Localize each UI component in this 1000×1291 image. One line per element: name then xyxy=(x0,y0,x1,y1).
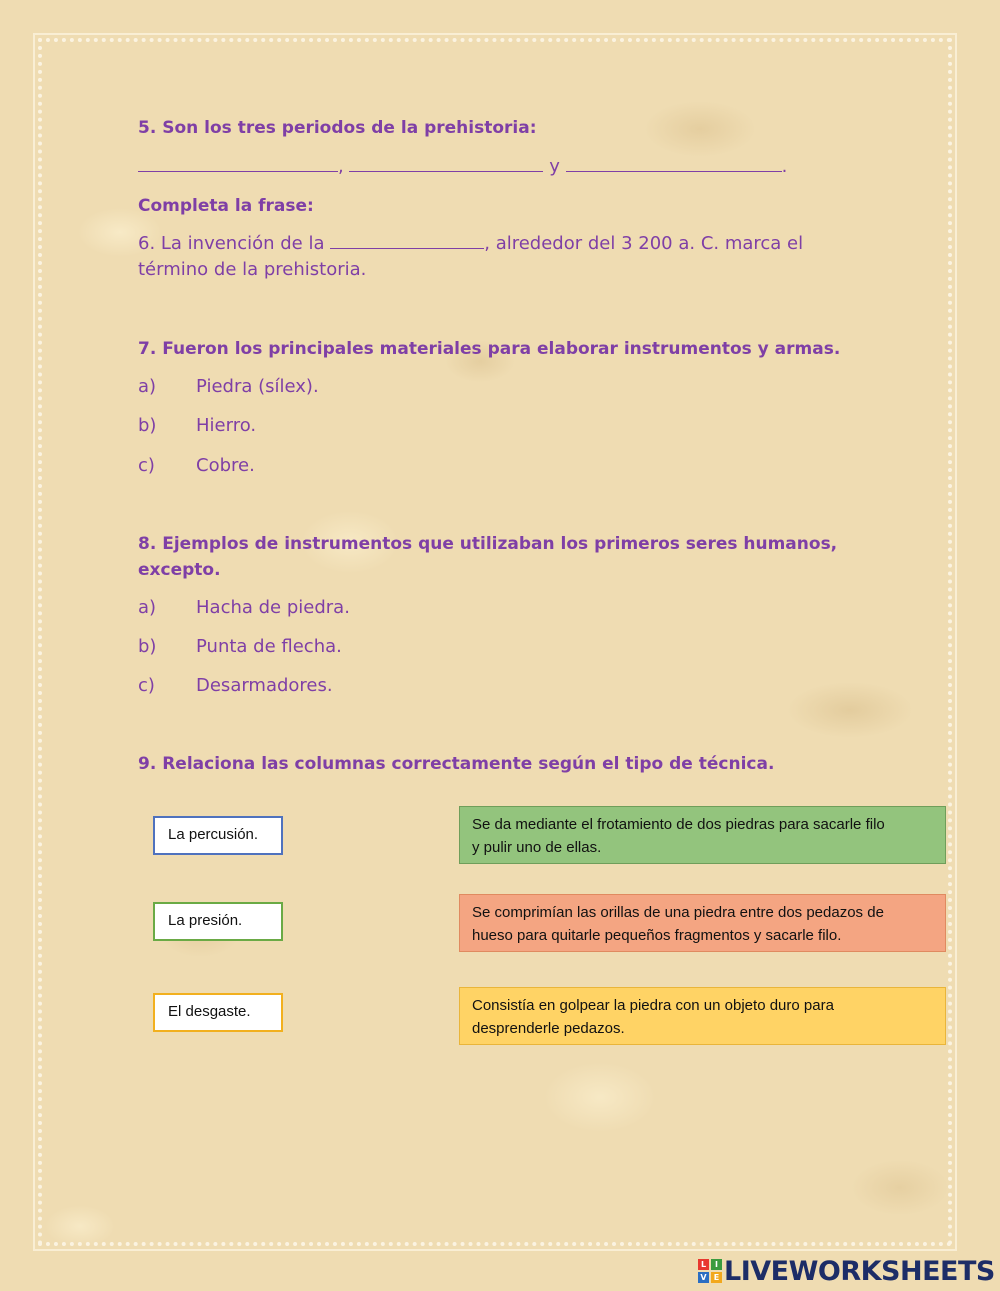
q5-blank-3[interactable] xyxy=(566,155,782,172)
q8-title-line-2: excepto. xyxy=(138,560,221,580)
q5-answer-line xyxy=(138,154,787,180)
definition-golpe-line-2: desprenderle pedazos. xyxy=(472,1020,625,1037)
q8-option-c-letter[interactable]: c) xyxy=(138,675,155,696)
q8-option-a-letter[interactable]: a) xyxy=(138,597,157,618)
logo-cubes-icon xyxy=(698,1259,722,1283)
q7-title: 7. Fueron los principales materiales para elaborar instrumentos y armas. xyxy=(138,339,841,359)
q8-option-a[interactable]: Hacha de piedra. xyxy=(196,597,350,618)
term-desgaste[interactable]: El desgaste. xyxy=(153,993,283,1032)
q6-prefix: 6. La invención de la xyxy=(138,233,325,254)
q7-option-b-letter[interactable]: b) xyxy=(138,415,157,436)
liveworksheets-logo[interactable] xyxy=(698,1254,995,1288)
complete-heading: Completa la frase: xyxy=(138,196,314,216)
logo-cube-v: V xyxy=(698,1272,709,1283)
definition-frotamiento-line-2: y pulir uno de ellas. xyxy=(472,839,602,856)
q7-option-c-letter[interactable]: c) xyxy=(138,455,155,476)
term-percusion[interactable]: La percusión. xyxy=(153,816,283,855)
q7-option-c[interactable]: Cobre. xyxy=(196,455,255,476)
definition-golpe-line-1: Consistía en golpear la piedra con un objeto duro para xyxy=(472,997,834,1014)
q6-line-2: término de la prehistoria. xyxy=(138,259,367,280)
q5-sep-1: , xyxy=(338,156,344,177)
logo-cube-i: I xyxy=(711,1259,722,1270)
q5-end: . xyxy=(781,156,788,177)
logo-cube-l: L xyxy=(698,1259,709,1270)
q8-option-b-letter[interactable]: b) xyxy=(138,636,157,657)
q5-blank-1[interactable] xyxy=(138,155,338,172)
definition-frotamiento[interactable] xyxy=(459,806,946,864)
page-border xyxy=(38,38,952,1246)
q6-line-1 xyxy=(138,231,803,257)
definition-frotamiento-line-1: Se da mediante el frotamiento de dos piedras para sacarle filo xyxy=(472,816,885,833)
q8-option-c[interactable]: Desarmadores. xyxy=(196,675,333,696)
q7-option-a-letter[interactable]: a) xyxy=(138,376,157,397)
definition-compresion-line-1: Se comprimían las orillas de una piedra entre dos pedazos de xyxy=(472,904,884,921)
q7-option-a[interactable]: Piedra (sílex). xyxy=(196,376,319,397)
q9-title: 9. Relaciona las columnas correctamente según el tipo de técnica. xyxy=(138,754,775,774)
logo-cube-e: E xyxy=(711,1272,722,1283)
term-presion[interactable]: La presión. xyxy=(153,902,283,941)
definition-golpe[interactable] xyxy=(459,987,946,1045)
logo-text: LIVEWORKSHEETS xyxy=(724,1255,995,1287)
definition-compresion-line-2: hueso para quitarle pequeños fragmentos y sacarle filo. xyxy=(472,927,842,944)
q8-option-b[interactable]: Punta de flecha. xyxy=(196,636,342,657)
q8-title-line-1: 8. Ejemplos de instrumentos que utilizaban los primeros seres humanos, xyxy=(138,534,838,554)
q5-blank-2[interactable] xyxy=(349,155,543,172)
q5-title: 5. Son los tres periodos de la prehistoria: xyxy=(138,118,537,138)
q7-option-b[interactable]: Hierro. xyxy=(196,415,257,436)
q5-sep-2: y xyxy=(549,156,560,177)
q6-suffix: , alrededor del 3 200 a. C. marca el xyxy=(484,233,804,254)
definition-compresion[interactable] xyxy=(459,894,946,952)
q6-blank[interactable] xyxy=(330,232,484,249)
